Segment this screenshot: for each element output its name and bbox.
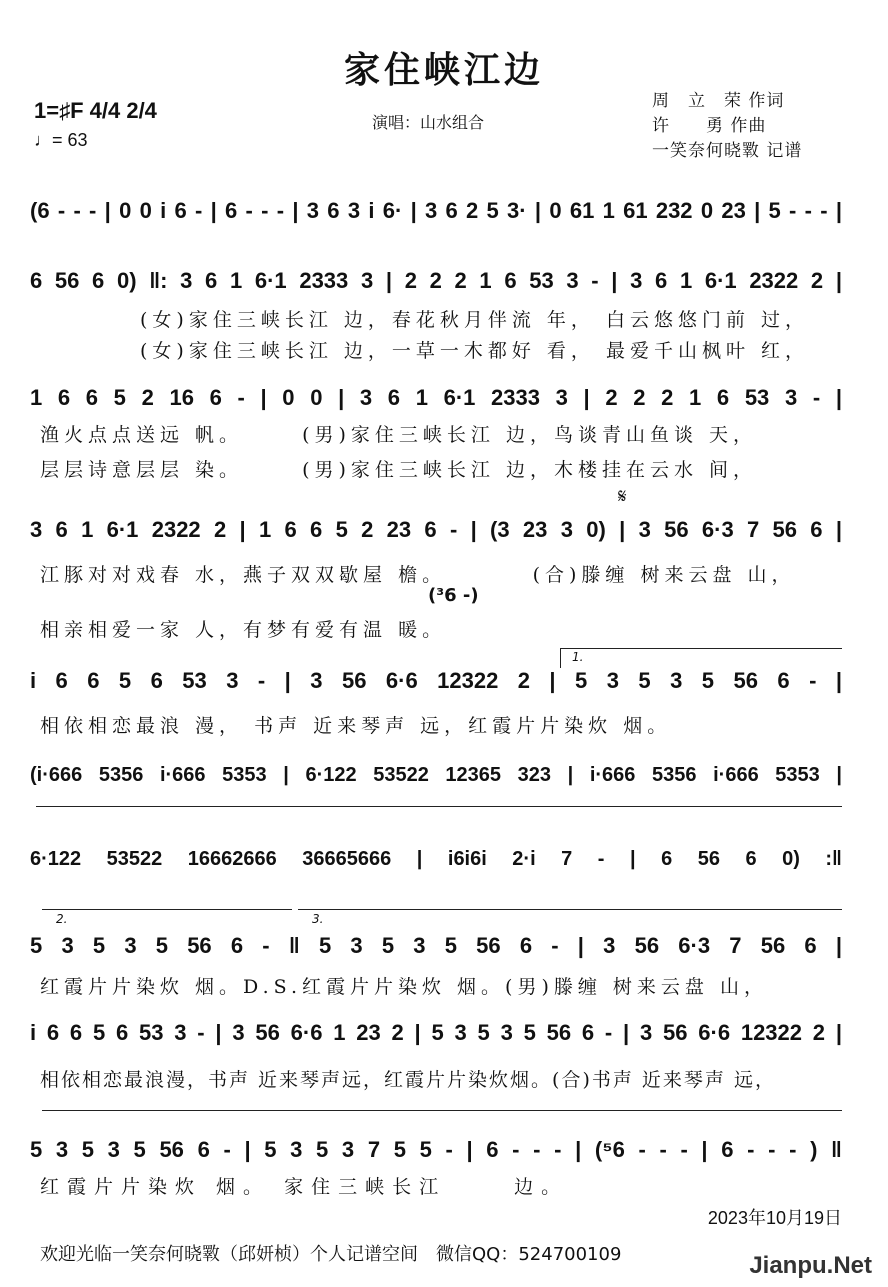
phrase-line	[42, 1110, 842, 1111]
composer: 许 勇 作曲	[652, 116, 767, 136]
notation-row-6: (i·666 5356 i·666 5353 | 6·122 53522 12365 323 | i·666 5356 i·666 5353 |	[30, 764, 842, 786]
lyric-line: 江豚对对戏春 水，燕子双双歇屋 檐。 (合)滕缠 树来云盘 山，	[40, 564, 796, 586]
lyricist: 周 立 荣 作词	[652, 91, 785, 111]
song-title: 家住峡江边	[343, 49, 544, 91]
volta-bracket-3	[298, 909, 842, 910]
singer: 演唱：山水组合	[372, 113, 485, 132]
notation-row-3: 1 6 6 5 2 16 6 - | 0 0 | 3 6 1 6·1 2333 3 | 2 2 2 1 6 53 3 - |	[30, 385, 842, 410]
volta-bracket	[36, 806, 842, 807]
notation-row-9: i 6 6 5 6 53 3 - | 3 56 6·6 1 23 2 | 5 3 5 3 5 56 6 - | 3 56 6·6 12322 2 |	[30, 1020, 842, 1045]
transcriber: 一笑奈何晓斁 记谱	[652, 141, 803, 161]
notation-row-7: 6·122 53522 16662666 36665666 | i6i6i 2·i 7 - | 6 56 6 0) :‖	[30, 848, 842, 870]
volta-bracket-2	[42, 909, 292, 910]
volta-bracket-edge	[560, 648, 561, 668]
lyric-line: 相依相恋最浪 漫， 书声 近来琴声 远，红霞片片染炊 烟。	[40, 715, 672, 737]
lyric-line: (女)家住三峡长江 边，春花秋月伴流 年， 白云悠悠门前 过，	[140, 309, 809, 331]
notation-row-10: 5 3 5 3 5 56 6 - | 5 3 5 3 7 5 5 - | 6 - - - | (⁵6 - - - | 6 - - - ) ‖	[30, 1137, 842, 1162]
lyric-line: 层层诗意层层 染。 (男)家住三峡长江 边，木楼挂在云水 间，	[40, 459, 757, 481]
volta-label: 3.	[312, 912, 324, 926]
notation-row-8: 5 3 5 3 5 56 6 - ‖ 5 3 5 3 5 56 6 - | 3 56 6·3 7 56 6 |	[30, 933, 842, 958]
notation-row-1: (6 - - - | 0 0 i 6 - | 6 - - - | 3 6 3 i 6· | 3 6 2 5 3· | 0 61 1 61 232 0 23 | 5 - - - |	[30, 198, 842, 223]
notation-row-2: 6 56 6 0) ‖: 3 6 1 6·1 2333 3 | 2 2 2 1 6 53 3 - | 3 6 1 6·1 2322 2 |	[30, 268, 842, 293]
alternate-ending-note: (³6 -)	[428, 585, 479, 606]
tempo-marking: ♩= 63	[34, 130, 88, 150]
notation-row-5: i 6 6 5 6 53 3 - | 3 56 6·6 12322 2 | 5 3 5 3 5 56 6 - |	[30, 668, 842, 693]
key-signature: 1=♯F 4/4 2/4	[34, 98, 157, 123]
notation-row-4: 3 6 1 6·1 2322 2 | 1 6 6 5 2 23 6 - | (3 23 3 0) | 3 56 6·3 7 56 6 |	[30, 517, 842, 542]
lyric-line: 渔火点点送远 帆。 (男)家住三峡长江 边，鸟谈青山鱼谈 天，	[40, 424, 757, 446]
lyric-line: 红霞片片染炊 烟。D.S.红霞片片染炊 烟。(男)滕缠 树来云盘 山，	[40, 976, 768, 998]
footer-text: 欢迎光临一笑奈何晓斁（邱妍桢）个人记谱空间 微信QQ：524700109	[40, 1244, 622, 1265]
volta-label: 1.	[572, 650, 584, 664]
lyric-line: 相依相恋最浪漫，书声 近来琴声远，红霞片片染炊烟。(合)书声 近来琴声 远，	[40, 1069, 776, 1091]
volta-bracket	[560, 648, 842, 649]
lyric-line: 红霞片片染炊 烟。 家住三峡长江 边。	[40, 1176, 569, 1198]
lyric-line: 相亲相爱一家 人，有梦有爱有温 暖。	[40, 619, 447, 641]
volta-label: 2.	[56, 912, 68, 926]
segno-sign: 𝄋	[618, 484, 627, 508]
date: 2023年10月19日	[707, 1208, 842, 1228]
watermark: Jianpu.Net	[749, 1252, 872, 1279]
lyric-line: (女)家住三峡长江 边，一草一木都好 看， 最爱千山枫叶 红，	[140, 340, 809, 362]
